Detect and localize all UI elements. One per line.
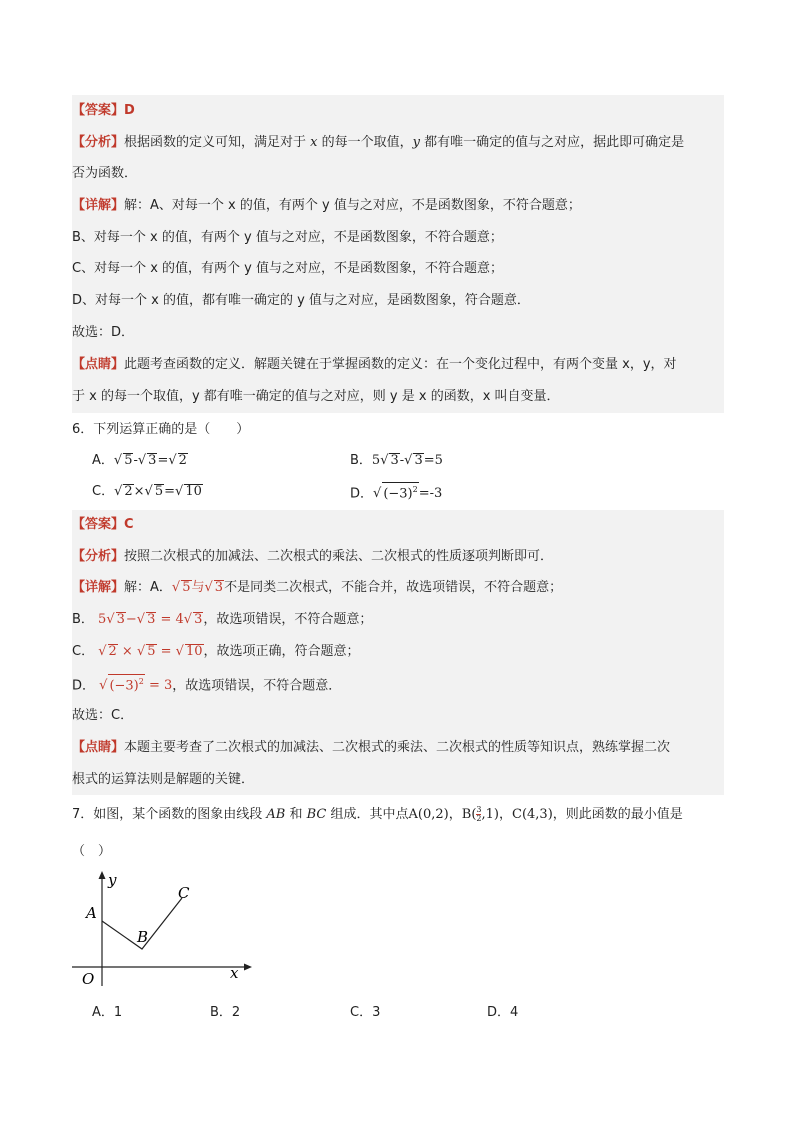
detail-tag: 【详解】 — [72, 580, 125, 595]
q6-choose: 故选：C． — [72, 708, 134, 723]
q7-stem-line-1: 7．如图，某个函数的图象由线段 AB 和 BC 组成．其中点A(0,2)，B( $\frac{3}{2}$ ,1)，C(4,3)，则此函数的最小值是 — [72, 805, 683, 823]
q6-option-D — [350, 482, 442, 504]
text: 解：A、对每一个 x 的值，有两个 y 值与之对应，不是函数图象，不符合题意； — [124, 198, 581, 213]
text: ，故选项错误，不符合题意． — [172, 678, 342, 694]
option-label: D． — [350, 486, 374, 502]
q6-analysis-line — [72, 547, 724, 567]
option-B-expr: 5√ 3-√ 3=5 — [371, 453, 443, 468]
x-axis-arrow — [244, 964, 252, 971]
text: D． — [72, 678, 96, 694]
answer-tag: 【答案】 — [72, 517, 125, 532]
text: ，则此函数的最小值是 — [552, 807, 683, 822]
text: B — [461, 807, 472, 822]
text: ，故选项错误，不符合题意； — [203, 612, 373, 627]
text: 1 — [485, 807, 494, 822]
point-B-coord: B( $\frac{3}{2}$ ,1) — [461, 805, 499, 823]
point-A-coord: A(0,2) — [408, 807, 449, 822]
q5-detail-B: B、对每一个 x 的值，有两个 y 值与之对应，不是函数图象，不符合题意； — [72, 230, 503, 245]
option-label: C． — [92, 484, 115, 499]
point-C-coord: C(4,3) — [512, 807, 553, 822]
q6-option-C — [92, 482, 203, 502]
numerator: 3 — [476, 805, 482, 814]
function-graph — [68, 868, 268, 998]
var-x: x — [310, 135, 318, 150]
q5-detail-C: C、对每一个 x 的值，有两个 y 值与之对应，不是函数图象，不符合题意； — [72, 261, 503, 276]
text: 本题主要考查了二次根式的加减法、二次根式的乘法、二次根式的性质等知识点，熟练掌握二次 — [124, 740, 671, 755]
analysis-tag: 【分析】 — [72, 135, 125, 150]
origin-label: O — [82, 970, 95, 988]
answer-tag: 【答案】 — [72, 103, 125, 118]
denominator: 2 — [476, 814, 482, 823]
point-A-label: A — [86, 904, 97, 922]
q5-analysis-line-2: 否为函数． — [72, 166, 138, 181]
text: C． — [72, 644, 95, 659]
q6-option-B — [350, 451, 443, 471]
text: 根据函数的定义可知，满足对于 — [124, 135, 311, 150]
text: 组成．其中点 — [326, 807, 409, 822]
text: 此题考查函数的定义．解题关键在于掌握函数的定义：在一个变化过程中，有两个变量 x，y，对 — [124, 357, 677, 372]
q5-detail-A — [72, 196, 724, 216]
text: 都有唯一确定的值与之对应，据此即可确定是 — [420, 135, 685, 150]
fraction — [476, 806, 481, 823]
point-B-label: B — [137, 928, 149, 946]
option-label: A． — [92, 453, 114, 468]
q5-answer-line — [72, 101, 724, 121]
analysis-tag: 【分析】 — [72, 549, 125, 564]
text: 和 — [285, 807, 307, 822]
q5-answer: D — [124, 103, 135, 118]
q5-comment-line-2: 于 x 的每一个取值，y 都有唯一确定的值与之对应，则 y 是 x 的函数，x 叫自变量． — [72, 389, 560, 404]
q6-answer: C — [124, 517, 134, 532]
q6-comment-line-1 — [72, 738, 724, 758]
comment-tag: 【点睛】 — [72, 740, 125, 755]
detail-D-expr: √ $(-3)^2 = 3$ — [95, 678, 172, 693]
detail-tag: 【详解】 — [72, 198, 125, 213]
q6-detail-C — [72, 642, 724, 662]
detail-C-expr: √ 2 × √ 5 = √ 10 — [94, 644, 203, 659]
q7-option-A: A．1 — [92, 1005, 123, 1020]
q7-option-D: D．4 — [487, 1005, 519, 1020]
segment-BC: BC — [306, 807, 327, 822]
q6-stem: 6．下列运算正确的是（ ） — [72, 422, 250, 437]
option-A-expr: √ 5-√ 3=√ 2 — [113, 453, 187, 468]
q5-analysis-line-1 — [72, 133, 724, 153]
q6-detail-D — [72, 674, 724, 696]
q5-detail-D: D、对每一个 x 的值，都有唯一确定的 y 值与之对应，是函数图象，符合题意． — [72, 293, 530, 308]
q6-option-A — [92, 451, 188, 471]
option-D-expr: √ $(-3)^2=-3$ — [373, 486, 442, 501]
var-y: y — [412, 135, 420, 150]
text: 不是同类二次根式，不能合并，故选项错误，不符合题意； — [224, 580, 563, 595]
option-C-expr: √ 2×√ 5=√ 10 — [114, 484, 202, 499]
detail-A-expr: √ 5与√ 3 — [171, 580, 224, 595]
point-C-label: C — [178, 884, 190, 902]
text: 解：A． — [124, 580, 172, 595]
y-axis-arrow — [99, 871, 106, 879]
q6-detail-A — [72, 578, 724, 598]
x-axis-label: x — [230, 964, 239, 982]
q5-choose: 故选：D． — [72, 325, 135, 340]
option-label: B． — [350, 453, 372, 468]
q6-answer-line — [72, 515, 724, 535]
text: ，故选项正确，符合题意； — [203, 644, 360, 659]
q7-option-B: B．2 — [210, 1005, 241, 1020]
segment-AB: AB — [266, 807, 286, 822]
text: 的每一个取值， — [317, 135, 413, 150]
q7-stem-line-2: （ ） — [72, 844, 112, 859]
y-axis-label: y — [108, 871, 117, 889]
q7-option-C: C．3 — [350, 1005, 381, 1020]
detail-B-expr: 5√ 3−√ 3 = 4√ 3 — [93, 612, 203, 627]
comment-tag: 【点睛】 — [72, 357, 125, 372]
text: 按照二次根式的加减法、二次根式的乘法、二次根式的性质逐项判断即可． — [124, 549, 554, 564]
q6-detail-B — [72, 610, 724, 630]
text: 7．如图，某个函数的图象由线段 — [72, 807, 267, 822]
q5-comment-line-1 — [72, 355, 724, 375]
q6-comment-line-2: 根式的运算法则是解题的关键． — [72, 772, 255, 787]
text: B． — [72, 612, 94, 627]
